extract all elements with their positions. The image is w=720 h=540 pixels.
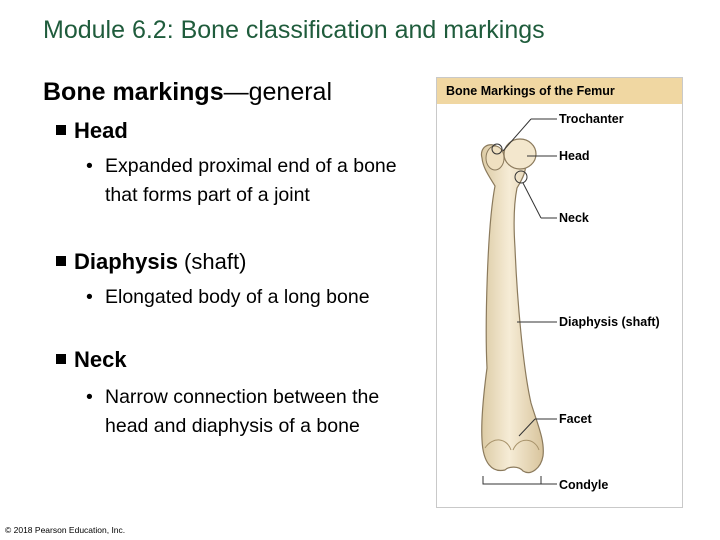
square-bullet-icon — [56, 125, 66, 135]
figure-title: Bone Markings of the Femur — [446, 84, 615, 98]
section-heading-rest: —general — [223, 78, 333, 106]
section-heading-bold: Bone markings — [43, 78, 224, 106]
copyright-notice: © 2018 Pearson Education, Inc. — [5, 525, 126, 535]
bullet-neck-term: Neck — [74, 347, 127, 372]
bullet-head-description — [86, 152, 416, 209]
bullet-head-text: Expanded proximal end of a bone that forms part of a joint — [105, 155, 397, 206]
femur-figure — [436, 77, 683, 508]
bullet-diaphysis-extra: (shaft) — [177, 249, 247, 274]
bullet-neck-description — [86, 383, 416, 440]
square-bullet-icon — [56, 256, 66, 266]
condyle-bracket — [483, 476, 541, 484]
label-neck: Neck — [559, 211, 589, 225]
bullet-diaphysis-text: Elongated body of a long bone — [105, 286, 370, 308]
bullet-diaphysis-term: Diaphysis — [74, 249, 178, 274]
bullet-neck-text: Narrow connection between the head and diaphysis of a bone — [105, 386, 380, 437]
label-trochanter: Trochanter — [559, 112, 624, 126]
label-diaphysis: Diaphysis (shaft) — [559, 315, 660, 329]
label-condyle: Condyle — [559, 478, 609, 492]
femur-trochanter — [486, 146, 504, 170]
dot-bullet-icon: • — [86, 155, 93, 177]
section-heading — [43, 78, 332, 107]
label-head: Head — [559, 149, 590, 163]
bullet-neck — [56, 347, 127, 373]
bullet-head-term: Head — [74, 118, 128, 143]
bullet-diaphysis — [56, 249, 246, 275]
slide-title: Module 6.2: Bone classification and markings — [43, 16, 545, 44]
dot-bullet-icon: • — [86, 286, 93, 308]
femur-illustration — [437, 78, 682, 507]
bullet-diaphysis-description — [86, 283, 416, 312]
femur-head — [504, 139, 536, 169]
dot-bullet-icon: • — [86, 386, 93, 408]
square-bullet-icon — [56, 354, 66, 364]
neck-leader — [523, 183, 541, 218]
label-facet: Facet — [559, 412, 592, 426]
bullet-head — [56, 118, 128, 144]
femur-bone — [481, 145, 543, 473]
